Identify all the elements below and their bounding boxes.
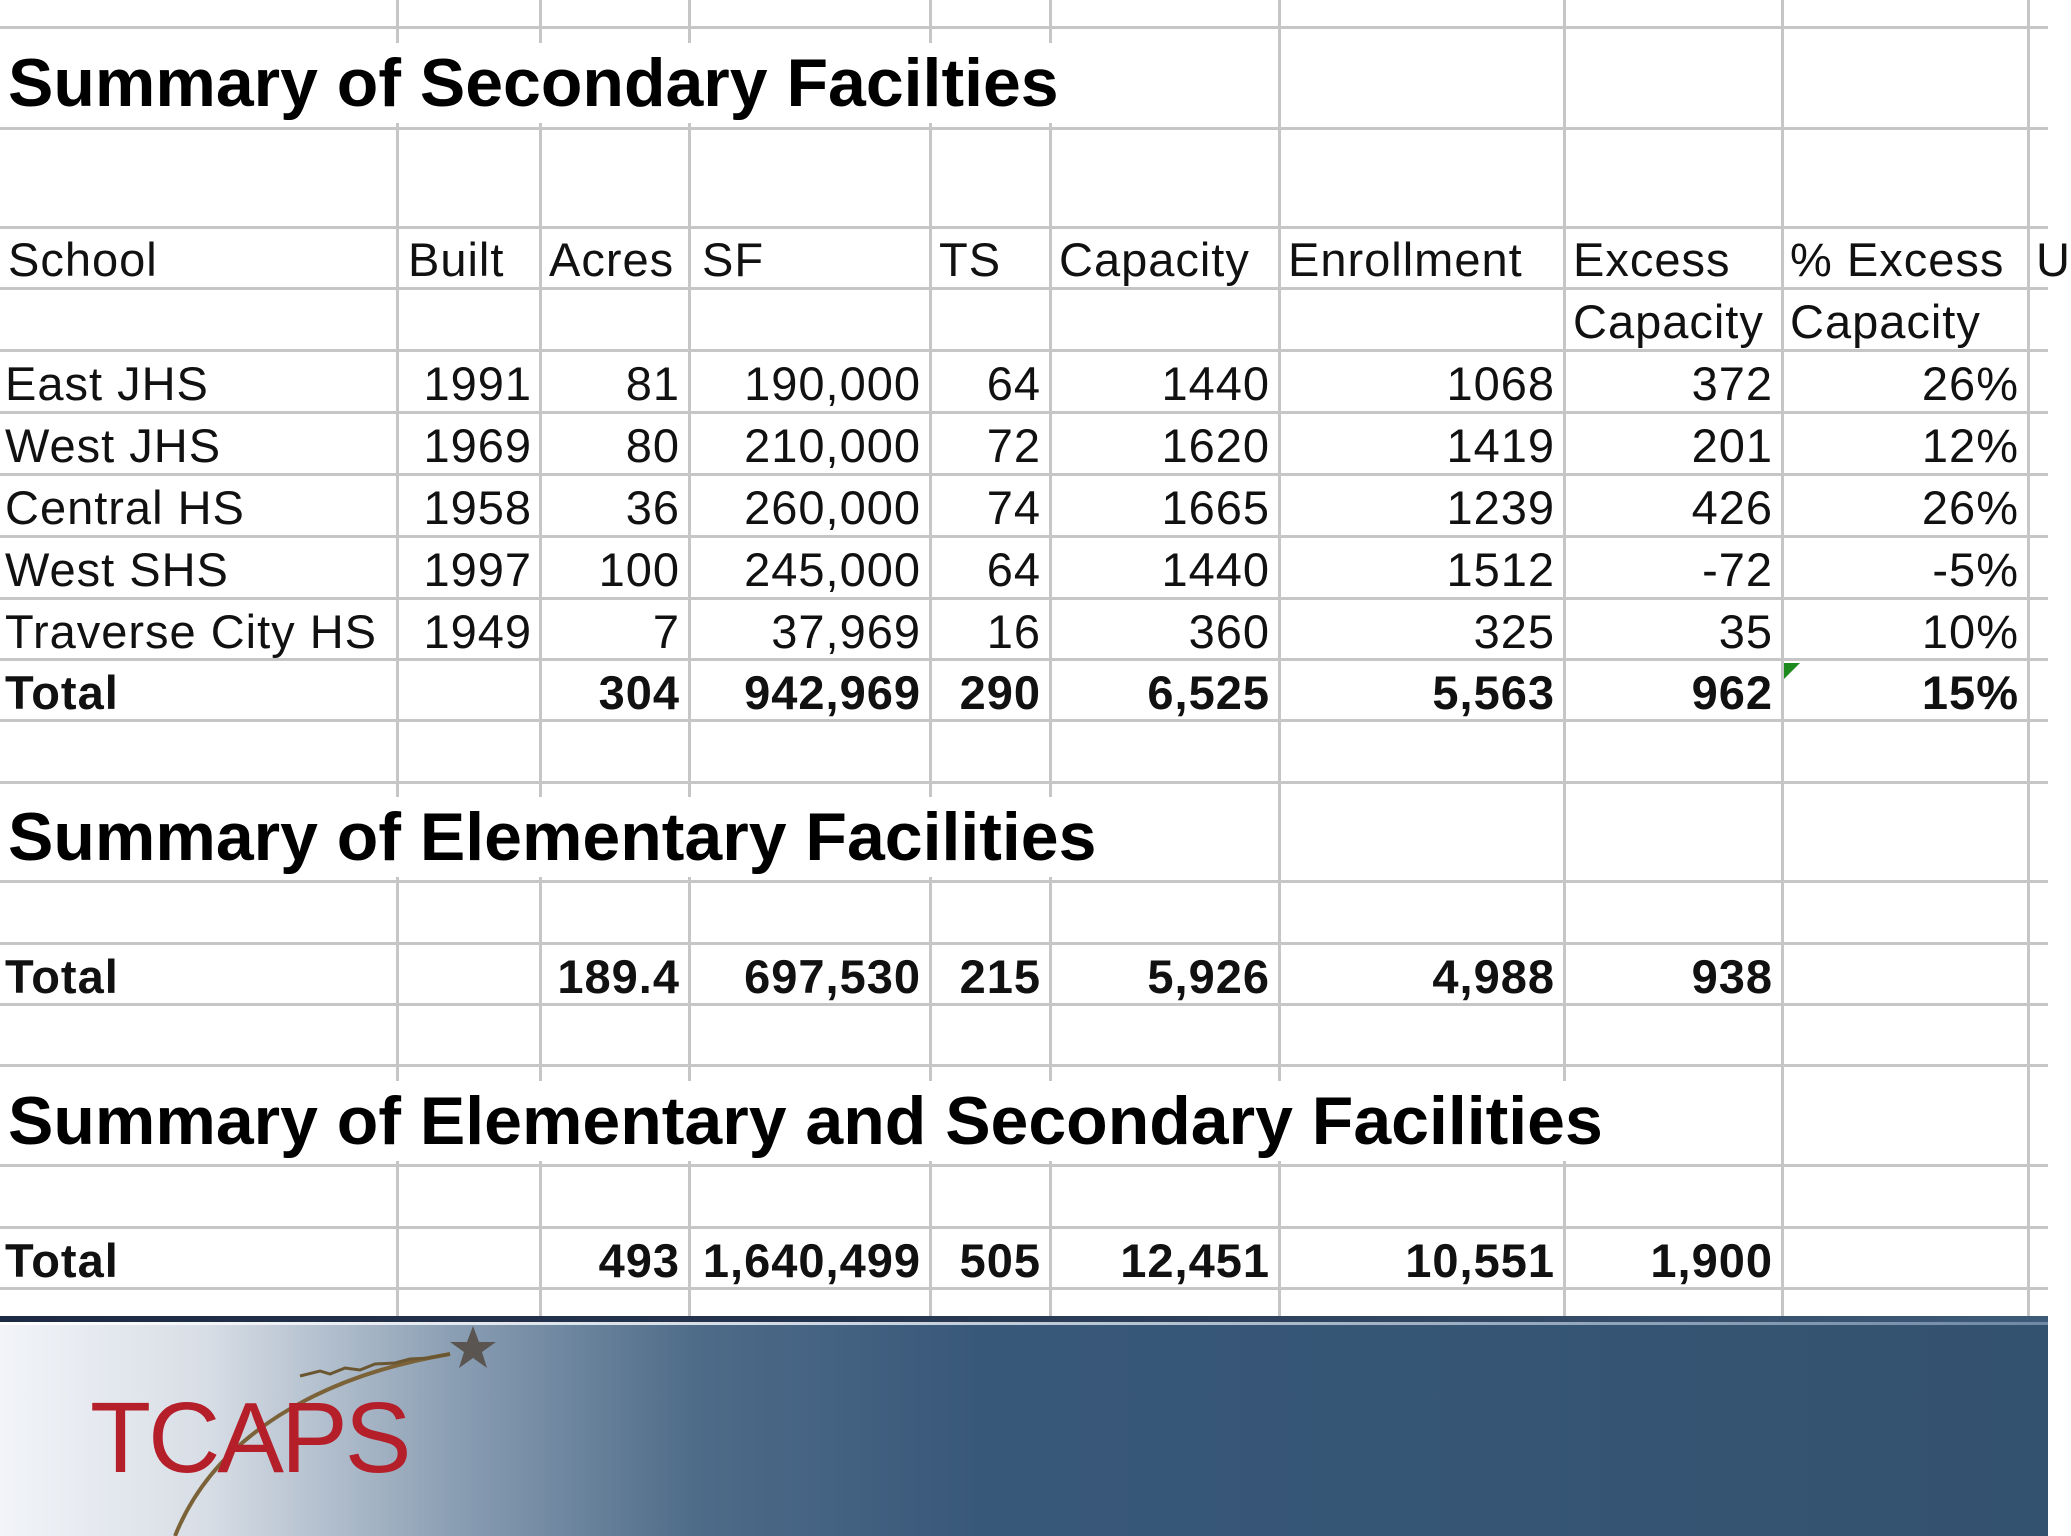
cell-total-label: Total [5, 950, 119, 1003]
cell-capacity: 1620 [1161, 419, 1270, 472]
cell-capacity: 1440 [1161, 543, 1270, 596]
cell-acres: 493 [598, 1234, 680, 1287]
row-divider [0, 1287, 2048, 1290]
header-acres: Acres [549, 233, 675, 286]
row-divider [0, 411, 2048, 414]
cell-excess: 938 [1691, 950, 1773, 1003]
cell-acres: 80 [625, 419, 680, 472]
cell-excess: 962 [1691, 666, 1773, 719]
cell-sf: 190,000 [744, 357, 921, 410]
footer-banner [0, 1316, 2048, 1536]
cell-pct-excess: -5% [1932, 543, 2019, 596]
cell-sf: 245,000 [744, 543, 921, 596]
row-divider [0, 880, 2048, 883]
header-enrollment: Enrollment [1288, 233, 1523, 286]
row-divider [0, 658, 2048, 661]
cell-acres: 7 [652, 605, 680, 658]
row-divider [0, 1164, 2048, 1167]
cell-enrollment: 1419 [1446, 419, 1555, 472]
cell-enrollment: 10,551 [1405, 1234, 1555, 1287]
row-divider [0, 127, 2048, 130]
cell-total-label: Total [5, 666, 119, 719]
cell-built: 1969 [423, 419, 532, 472]
cell-enrollment: 325 [1473, 605, 1555, 658]
cell-excess: 426 [1691, 481, 1773, 534]
cell-pct-excess: 26% [1921, 357, 2019, 410]
cell-sf: 942,969 [744, 666, 921, 719]
row-divider [0, 226, 2048, 229]
cell-school: West JHS [5, 419, 222, 472]
cell-sf: 1,640,499 [702, 1234, 921, 1287]
cell-pct-excess: 26% [1921, 481, 2019, 534]
tcaps-logo: TCAPS [90, 1382, 409, 1494]
cell-pct-excess: 12% [1921, 419, 2019, 472]
row-divider [0, 597, 2048, 600]
cell-excess: 372 [1691, 357, 1773, 410]
cell-sf: 697,530 [744, 950, 921, 1003]
cell-school: Central HS [5, 481, 245, 534]
header-school: School [8, 233, 158, 286]
cell-school: West SHS [5, 543, 229, 596]
cell-ts: 64 [986, 543, 1041, 596]
cell-built: 1958 [423, 481, 532, 534]
header-pct-excess-capacity: % Excess [1790, 233, 2005, 286]
cell-capacity: 5,926 [1147, 950, 1270, 1003]
cell-built: 1991 [423, 357, 532, 410]
row-divider [0, 1226, 2048, 1229]
cell-pct-excess: 10% [1921, 605, 2019, 658]
header-sf: SF [702, 233, 765, 286]
combined-section-title: Summary of Elementary and Secondary Facilities [0, 1081, 1613, 1161]
header-pct-excess-capacity-line2: Capacity [1790, 295, 1981, 348]
header-cut-off-column: U [2036, 233, 2071, 286]
row-divider [0, 349, 2048, 352]
header-capacity: Capacity [1059, 233, 1250, 286]
cell-ts: 64 [986, 357, 1041, 410]
secondary-section-title: Summary of Secondary Facilties [0, 43, 1069, 123]
cell-ts: 215 [959, 950, 1041, 1003]
elementary-section-title: Summary of Elementary Facilities [0, 797, 1106, 877]
header-excess-capacity-line2: Capacity [1573, 295, 1764, 348]
row-divider [0, 473, 2048, 476]
row-divider [0, 719, 2048, 722]
cell-acres: 36 [625, 481, 680, 534]
cell-excess: 1,900 [1650, 1234, 1773, 1287]
cell-capacity: 1440 [1161, 357, 1270, 410]
cell-ts: 505 [959, 1234, 1041, 1287]
cell-built: 1949 [423, 605, 532, 658]
cell-excess: -72 [1702, 543, 1773, 596]
comment-indicator[interactable] [1784, 663, 1800, 679]
cell-capacity: 1665 [1161, 481, 1270, 534]
row-divider [0, 1064, 2048, 1067]
header-excess-capacity: Excess [1573, 233, 1731, 286]
row-divider [0, 942, 2048, 945]
row-divider [0, 535, 2048, 538]
cell-excess: 35 [1718, 605, 1773, 658]
cell-sf: 37,969 [771, 605, 921, 658]
row-divider [0, 287, 2048, 290]
header-built: Built [408, 233, 505, 286]
cell-capacity: 360 [1188, 605, 1270, 658]
cell-acres: 304 [598, 666, 680, 719]
cell-enrollment: 4,988 [1432, 950, 1555, 1003]
cell-ts: 72 [986, 419, 1041, 472]
cell-ts: 290 [959, 666, 1041, 719]
cell-school: East JHS [5, 357, 209, 410]
cell-sf: 260,000 [744, 481, 921, 534]
cell-sf: 210,000 [744, 419, 921, 472]
cell-ts: 74 [986, 481, 1041, 534]
row-divider [0, 781, 2048, 784]
cell-capacity: 12,451 [1120, 1234, 1270, 1287]
cell-enrollment: 1068 [1446, 357, 1555, 410]
cell-school: Traverse City HS [5, 605, 378, 658]
cell-total-label: Total [5, 1234, 119, 1287]
cell-acres: 189.4 [557, 950, 680, 1003]
row-divider [0, 1003, 2048, 1006]
cell-enrollment: 1239 [1446, 481, 1555, 534]
cell-pct-excess: 15% [1921, 666, 2019, 719]
cell-enrollment: 1512 [1446, 543, 1555, 596]
cell-enrollment: 5,563 [1432, 666, 1555, 719]
cell-acres: 100 [598, 543, 680, 596]
cell-capacity: 6,525 [1147, 666, 1270, 719]
cell-excess: 201 [1691, 419, 1773, 472]
row-divider [0, 26, 2048, 29]
cell-built: 1997 [423, 543, 532, 596]
cell-acres: 81 [625, 357, 680, 410]
header-ts: TS [939, 233, 1002, 286]
cell-ts: 16 [986, 605, 1041, 658]
